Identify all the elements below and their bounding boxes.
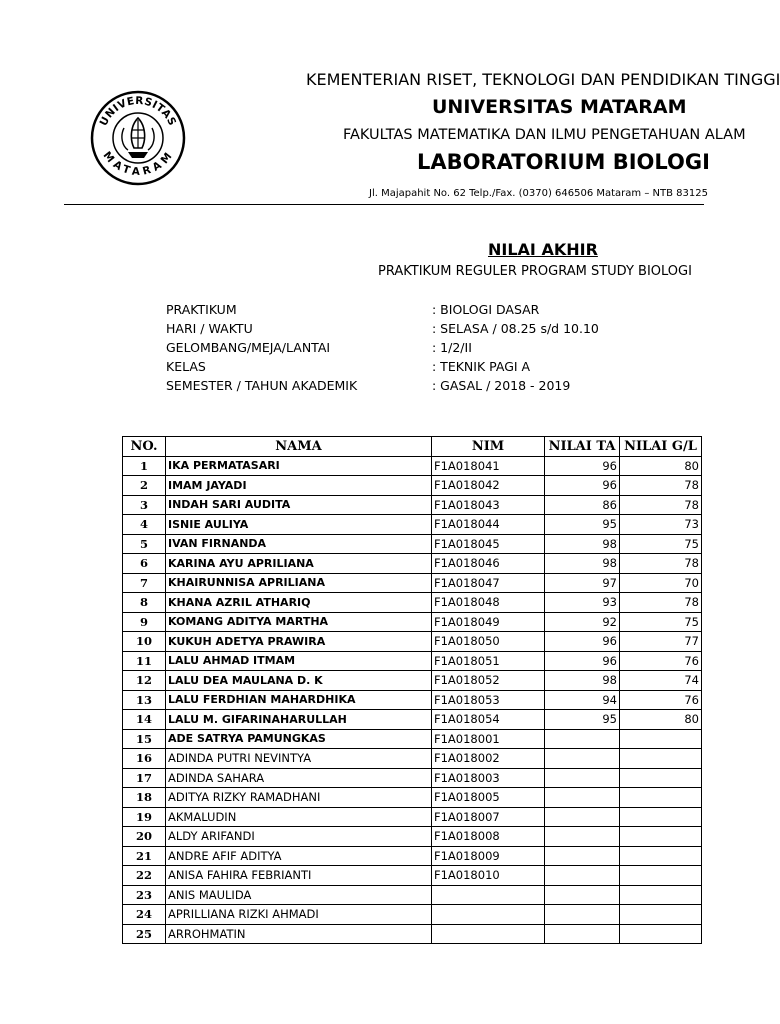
cell-nim: F1A018047 (432, 573, 545, 593)
cell-nilai-ta: 95 (545, 710, 620, 730)
table-row (123, 788, 702, 808)
cell-nama: IMAM JAYADI (166, 476, 432, 496)
cell-nama: ADE SATRYA PAMUNGKAS (166, 729, 432, 749)
cell-nama: ANDRE AFIF ADITYA (166, 846, 432, 866)
cell-no: 20 (123, 827, 166, 847)
col-header-nilai-ta: NILAI TA (545, 437, 620, 457)
table-body (123, 456, 702, 944)
cell-no: 6 (123, 554, 166, 574)
info-label: GELOMBANG/MEJA/LANTAI (166, 340, 331, 355)
table-header-row (123, 437, 702, 457)
col-header-nama: NAMA (166, 437, 432, 457)
cell-nim: F1A018005 (432, 788, 545, 808)
table-row (123, 651, 702, 671)
cell-no: 3 (123, 495, 166, 515)
cell-nim: F1A018054 (432, 710, 545, 730)
cell-nilai-gl: 78 (620, 554, 702, 574)
table-row (123, 729, 702, 749)
table-row (123, 768, 702, 788)
cell-nama: LALU FERDHIAN MAHARDHIKA (166, 690, 432, 710)
cell-nim: F1A018008 (432, 827, 545, 847)
faculty-heading: FAKULTAS MATEMATIKA DAN ILMU PENGETAHUAN ALAM (343, 127, 746, 143)
cell-nilai-ta: 92 (545, 612, 620, 632)
header-divider (64, 204, 704, 205)
cell-nilai-gl: 75 (620, 534, 702, 554)
table-row (123, 924, 702, 944)
cell-nilai-gl: 77 (620, 632, 702, 652)
table-row (123, 495, 702, 515)
cell-nilai-gl: 80 (620, 710, 702, 730)
cell-nim (432, 924, 545, 944)
cell-no: 21 (123, 846, 166, 866)
col-header-nilai-gl: NILAI G/L (620, 437, 702, 457)
info-value: : 1/2/II (432, 340, 472, 355)
cell-nilai-ta: 97 (545, 573, 620, 593)
cell-nama: ALDY ARIFANDI (166, 827, 432, 847)
cell-nilai-ta: 96 (545, 476, 620, 496)
doc-subtitle: PRAKTIKUM REGULER PROGRAM STUDY BIOLOGI (378, 264, 692, 279)
cell-nilai-gl: 73 (620, 515, 702, 535)
lab-heading: LABORATORIUM BIOLOGI (417, 150, 710, 174)
cell-no: 16 (123, 749, 166, 769)
cell-nilai-ta (545, 846, 620, 866)
cell-nilai-gl (620, 905, 702, 925)
cell-nilai-gl: 78 (620, 593, 702, 613)
cell-nilai-ta: 86 (545, 495, 620, 515)
logo-text-top: UNIVERSITAS (97, 94, 179, 129)
cell-nilai-ta (545, 905, 620, 925)
logo-text-bottom: MATARAM (100, 149, 176, 179)
table-row (123, 515, 702, 535)
cell-nim: F1A018041 (432, 456, 545, 476)
cell-nilai-gl (620, 788, 702, 808)
table-row (123, 534, 702, 554)
cell-nama: AKMALUDIN (166, 807, 432, 827)
cell-nilai-gl (620, 807, 702, 827)
cell-nim: F1A018007 (432, 807, 545, 827)
cell-nama: ADINDA SAHARA (166, 768, 432, 788)
cell-nilai-ta (545, 749, 620, 769)
cell-nim (432, 885, 545, 905)
cell-nama: APRILLIANA RIZKI AHMADI (166, 905, 432, 925)
col-header-nim: NIM (432, 437, 545, 457)
cell-no: 2 (123, 476, 166, 496)
cell-no: 13 (123, 690, 166, 710)
table-row (123, 671, 702, 691)
cell-nilai-ta: 93 (545, 593, 620, 613)
table-row (123, 885, 702, 905)
cell-nilai-gl (620, 768, 702, 788)
cell-no: 7 (123, 573, 166, 593)
cell-no: 11 (123, 651, 166, 671)
grades-table (122, 436, 702, 944)
cell-nama: IKA PERMATASARI (166, 456, 432, 476)
cell-nim: F1A018010 (432, 866, 545, 886)
cell-no: 17 (123, 768, 166, 788)
cell-nilai-gl (620, 866, 702, 886)
table-row (123, 612, 702, 632)
cell-nilai-ta (545, 768, 620, 788)
cell-no: 9 (123, 612, 166, 632)
info-label: SEMESTER / TAHUN AKADEMIK (166, 378, 358, 393)
cell-nilai-gl: 76 (620, 690, 702, 710)
cell-no: 12 (123, 671, 166, 691)
university-heading: UNIVERSITAS MATARAM (432, 96, 687, 118)
cell-nim: F1A018043 (432, 495, 545, 515)
cell-no: 25 (123, 924, 166, 944)
col-header-no: NO. (123, 437, 166, 457)
table-row (123, 749, 702, 769)
table-row (123, 905, 702, 925)
cell-nilai-gl (620, 885, 702, 905)
cell-nilai-gl: 76 (620, 651, 702, 671)
cell-nilai-gl (620, 827, 702, 847)
cell-nim: F1A018053 (432, 690, 545, 710)
cell-no: 18 (123, 788, 166, 808)
cell-nilai-gl: 74 (620, 671, 702, 691)
cell-no: 8 (123, 593, 166, 613)
cell-nim: F1A018001 (432, 729, 545, 749)
cell-no: 14 (123, 710, 166, 730)
cell-nilai-gl: 80 (620, 456, 702, 476)
cell-nama: ADITYA RIZKY RAMADHANI (166, 788, 432, 808)
cell-no: 22 (123, 866, 166, 886)
cell-nilai-ta (545, 807, 620, 827)
cell-nim: F1A018051 (432, 651, 545, 671)
ministry-heading: KEMENTERIAN RISET, TEKNOLOGI DAN PENDIDIKAN TINGGI (306, 70, 780, 89)
cell-nilai-gl: 75 (620, 612, 702, 632)
cell-nama: LALU DEA MAULANA D. K (166, 671, 432, 691)
cell-no: 24 (123, 905, 166, 925)
cell-nama: LALU AHMAD ITMAM (166, 651, 432, 671)
cell-no: 23 (123, 885, 166, 905)
table-row (123, 710, 702, 730)
cell-nilai-ta (545, 788, 620, 808)
cell-nilai-ta: 98 (545, 534, 620, 554)
university-seal-logo (90, 88, 186, 188)
cell-nama: KHANA AZRIL ATHARIQ (166, 593, 432, 613)
cell-nim: F1A018052 (432, 671, 545, 691)
cell-no: 1 (123, 456, 166, 476)
cell-nama: ARROHMATIN (166, 924, 432, 944)
cell-no: 4 (123, 515, 166, 535)
cell-nilai-ta: 95 (545, 515, 620, 535)
cell-nilai-ta: 96 (545, 632, 620, 652)
info-label: HARI / WAKTU (166, 321, 253, 336)
cell-nim: F1A018003 (432, 768, 545, 788)
cell-nilai-ta (545, 885, 620, 905)
table-row (123, 866, 702, 886)
cell-nim: F1A018049 (432, 612, 545, 632)
cell-nim: F1A018048 (432, 593, 545, 613)
cell-nilai-gl: 78 (620, 476, 702, 496)
info-value: : BIOLOGI DASAR (432, 302, 540, 317)
cell-nama: INDAH SARI AUDITA (166, 495, 432, 515)
cell-nilai-ta: 98 (545, 554, 620, 574)
cell-nilai-ta (545, 866, 620, 886)
cell-nama: ANISA FAHIRA FEBRIANTI (166, 866, 432, 886)
cell-nim: F1A018044 (432, 515, 545, 535)
info-value: : TEKNIK PAGI A (432, 359, 531, 374)
table-row (123, 690, 702, 710)
cell-nilai-gl: 70 (620, 573, 702, 593)
table-row (123, 573, 702, 593)
table-row (123, 807, 702, 827)
table-row (123, 554, 702, 574)
info-label: PRAKTIKUM (166, 302, 237, 317)
table-row (123, 593, 702, 613)
cell-nim: F1A018002 (432, 749, 545, 769)
table-row (123, 456, 702, 476)
cell-nilai-ta: 98 (545, 671, 620, 691)
cell-nim: F1A018046 (432, 554, 545, 574)
cell-nilai-ta: 94 (545, 690, 620, 710)
cell-nama: KARINA AYU APRILIANA (166, 554, 432, 574)
cell-nim (432, 905, 545, 925)
cell-nim: F1A018009 (432, 846, 545, 866)
table-row (123, 632, 702, 652)
cell-nama: KHAIRUNNISA APRILIANA (166, 573, 432, 593)
cell-nilai-gl (620, 846, 702, 866)
cell-nama: LALU M. GIFARINAHARULLAH (166, 710, 432, 730)
cell-nilai-gl (620, 749, 702, 769)
cell-nim: F1A018045 (432, 534, 545, 554)
cell-no: 19 (123, 807, 166, 827)
cell-nim: F1A018042 (432, 476, 545, 496)
cell-nama: ISNIE AULIYA (166, 515, 432, 535)
cell-nilai-ta (545, 827, 620, 847)
cell-no: 5 (123, 534, 166, 554)
cell-nama: ANIS MAULIDA (166, 885, 432, 905)
info-value: : GASAL / 2018 - 2019 (432, 378, 571, 393)
table-row (123, 476, 702, 496)
cell-nilai-ta (545, 924, 620, 944)
cell-no: 10 (123, 632, 166, 652)
info-value: : SELASA / 08.25 s/d 10.10 (432, 321, 599, 336)
table-row (123, 827, 702, 847)
cell-nim: F1A018050 (432, 632, 545, 652)
table-row (123, 846, 702, 866)
cell-nilai-ta: 96 (545, 651, 620, 671)
info-label: KELAS (166, 359, 206, 374)
doc-title: NILAI AKHIR (488, 240, 598, 259)
cell-nama: KUKUH ADETYA PRAWIRA (166, 632, 432, 652)
cell-nama: IVAN FIRNANDA (166, 534, 432, 554)
cell-nilai-gl (620, 924, 702, 944)
cell-nilai-ta: 96 (545, 456, 620, 476)
cell-nilai-gl: 78 (620, 495, 702, 515)
address-line: Jl. Majapahit No. 62 Telp./Fax. (0370) 646506 Mataram – NTB 83125 (369, 188, 708, 199)
cell-nilai-ta (545, 729, 620, 749)
cell-nama: KOMANG ADITYA MARTHA (166, 612, 432, 632)
cell-no: 15 (123, 729, 166, 749)
cell-nama: ADINDA PUTRI NEVINTYA (166, 749, 432, 769)
cell-nilai-gl (620, 729, 702, 749)
